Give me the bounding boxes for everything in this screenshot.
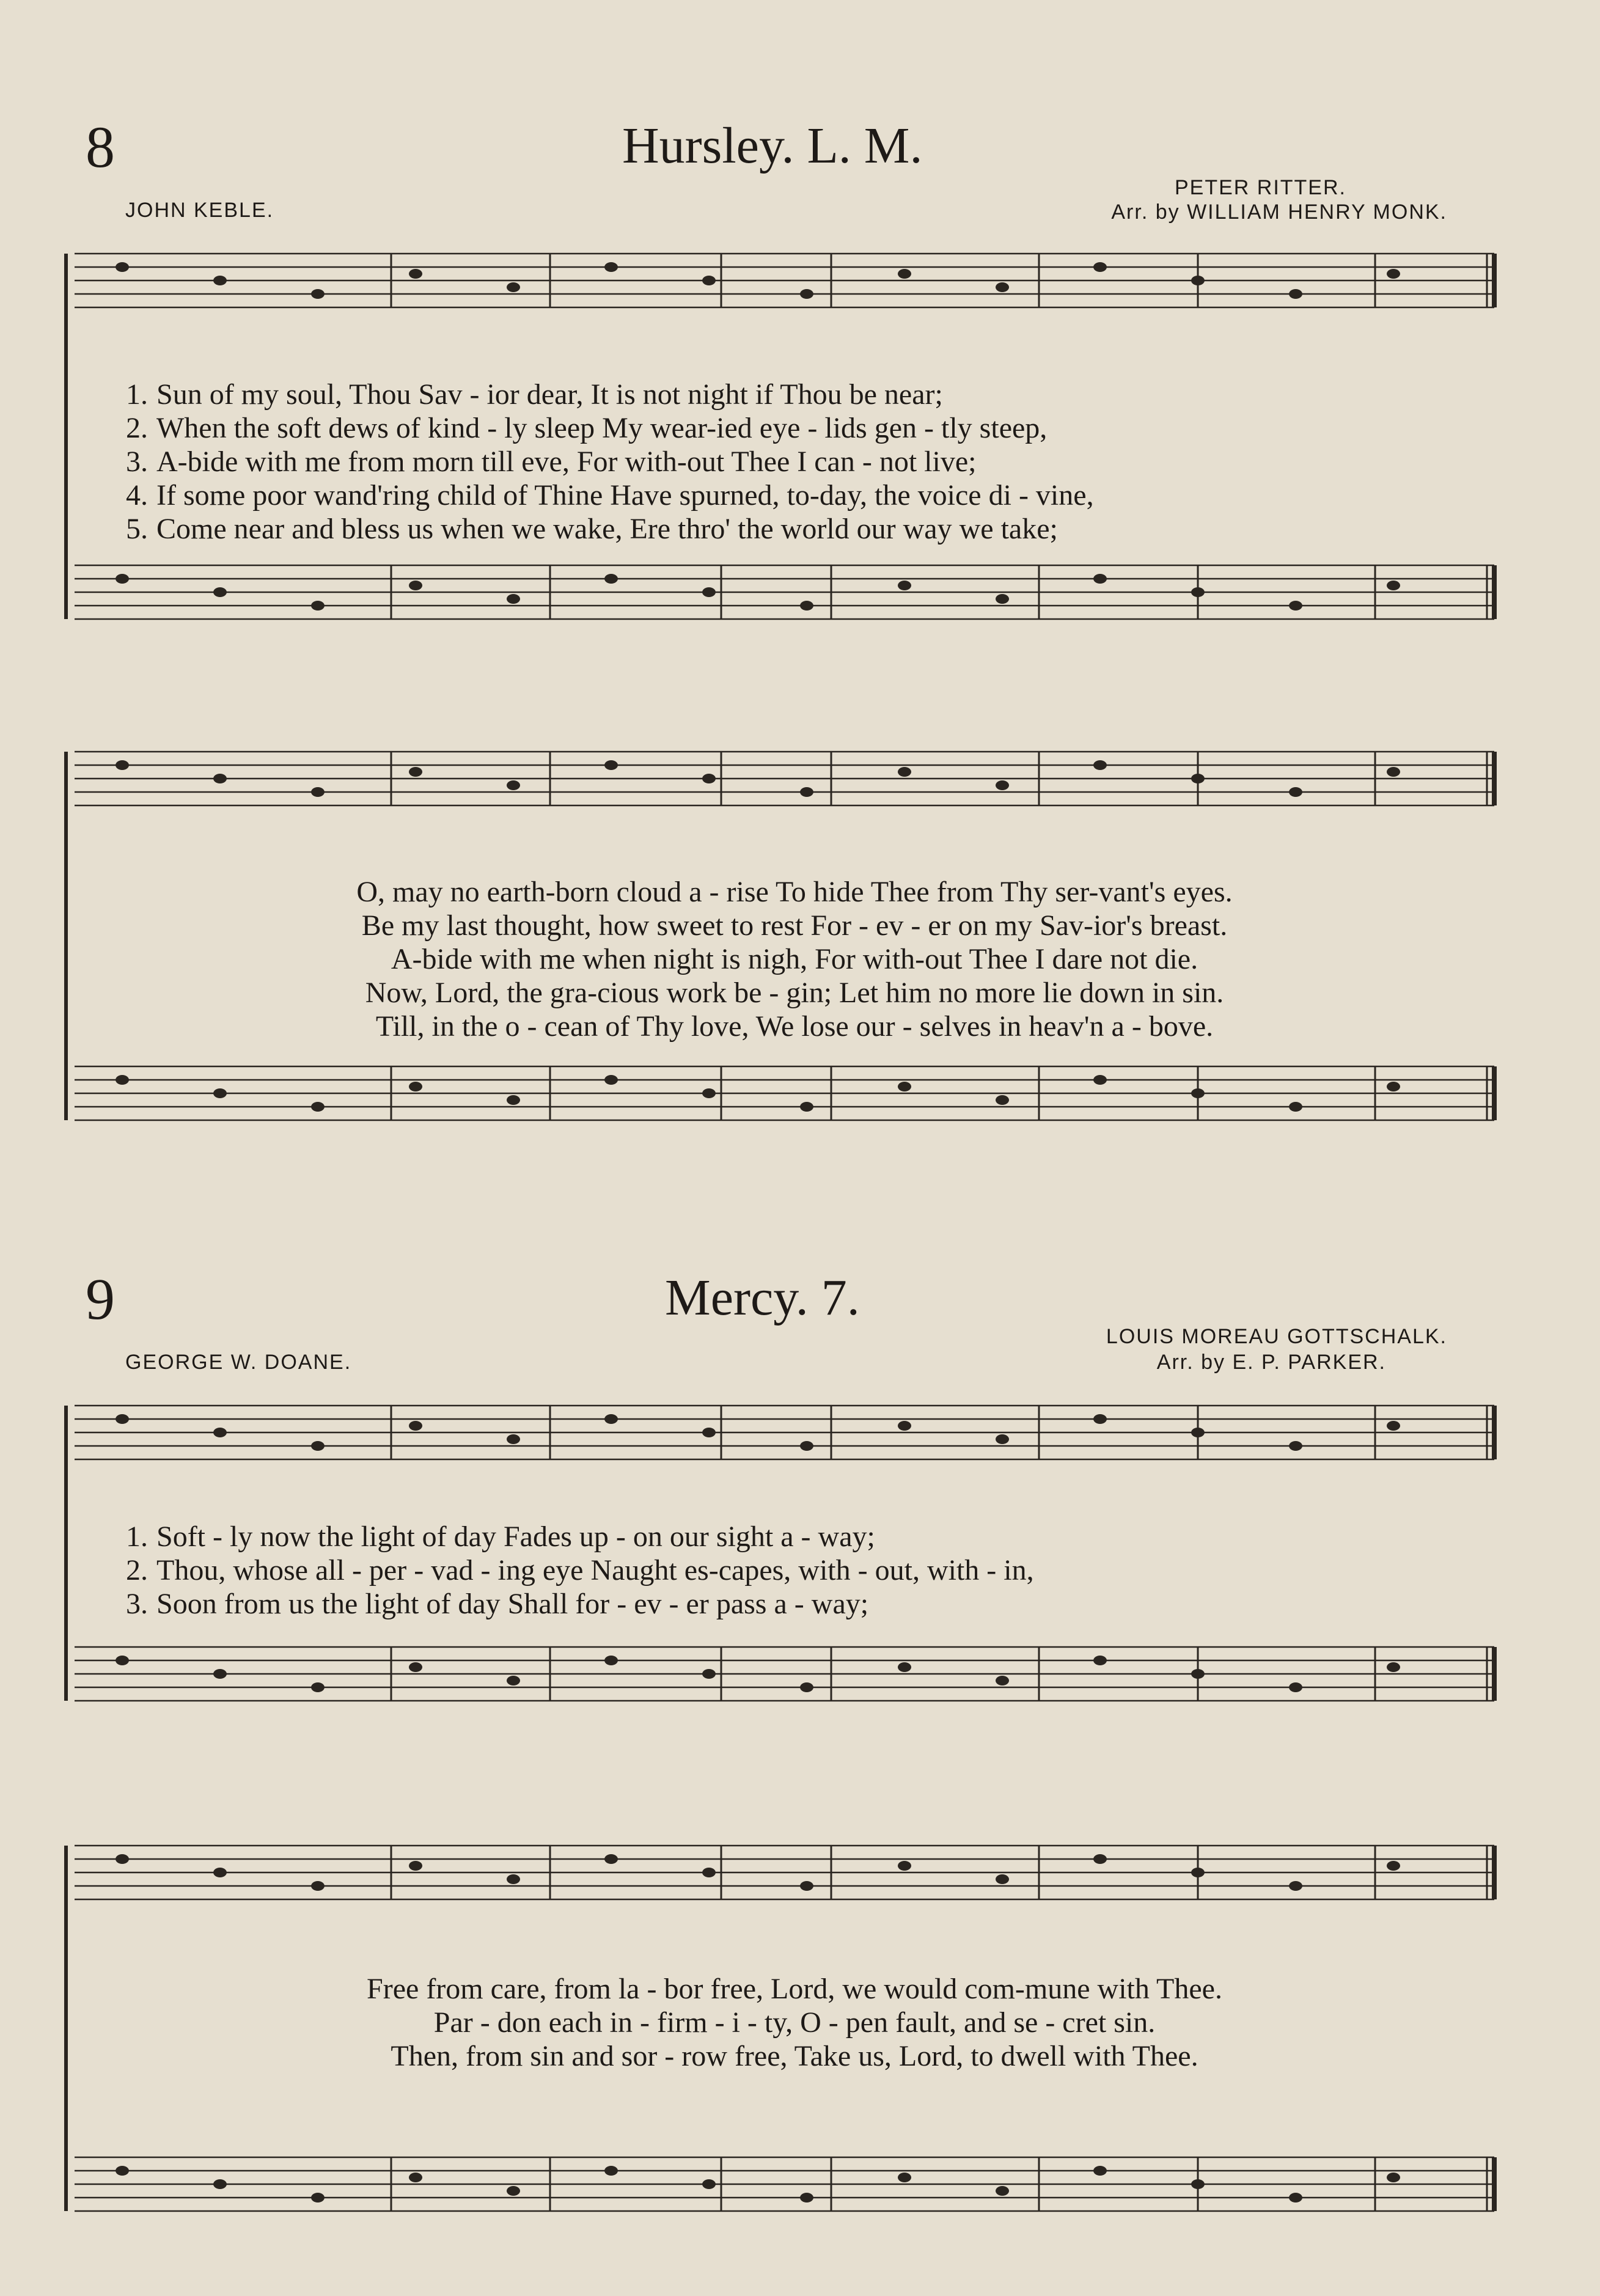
note-head — [1093, 1414, 1107, 1424]
hymn-8-verses-part-1 — [110, 378, 1479, 546]
verse-line: Now, Lord, the gra-cious work be - gin; Let him no more lie down in sin. — [365, 977, 1224, 1009]
note-head — [1387, 269, 1400, 279]
note-head — [311, 1102, 325, 1112]
note-head — [702, 2179, 716, 2189]
note-head — [1387, 581, 1400, 590]
note-head — [604, 760, 618, 770]
note-head — [1387, 2173, 1400, 2182]
hymn-8-treble-staff-1 — [75, 254, 1494, 307]
note-head — [1289, 1441, 1302, 1451]
verse-line: Till, in the o - cean of Thy love, We lose our - selves in heav'n a - bove. — [375, 1010, 1214, 1043]
note-head — [311, 2193, 325, 2202]
hymn-8-bass-staff-1 — [75, 565, 1494, 619]
note-head — [213, 1428, 227, 1437]
note-head — [116, 1854, 129, 1864]
note-head — [1191, 276, 1205, 285]
note-head — [311, 601, 325, 611]
note-head — [702, 774, 716, 783]
verse-line: O, may no earth-born cloud a - rise To hide Thee from Thy ser-vant's eyes. — [356, 876, 1233, 908]
note-head — [507, 780, 520, 790]
note-head — [996, 1434, 1009, 1444]
note-head — [1093, 262, 1107, 272]
note-head — [311, 1682, 325, 1692]
note-head — [409, 767, 422, 777]
hymn-8-composer: PETER RITTER. — [1174, 176, 1346, 199]
note-head — [507, 594, 520, 604]
hymn-8-arranger: Arr. by WILLIAM HENRY MONK. — [1111, 200, 1447, 224]
note-head — [1387, 1662, 1400, 1672]
note-head — [800, 601, 813, 611]
note-head — [311, 289, 325, 299]
note-head — [116, 1414, 129, 1424]
verse-line: 1. Sun of my soul, Thou Sav - ior dear, It is not night if Thou be near; — [126, 378, 943, 411]
note-head — [800, 1102, 813, 1112]
note-head — [996, 1095, 1009, 1105]
note-head — [1387, 767, 1400, 777]
note-head — [996, 1874, 1009, 1884]
verse-line: 2. When the soft dews of kind - ly sleep My wear-ied eye - lids gen - tly steep, — [126, 412, 1048, 444]
verse-line: Free from care, from la - bor free, Lord, we would com-mune with Thee. — [367, 1973, 1222, 2005]
note-head — [1289, 1881, 1302, 1891]
note-head — [898, 269, 911, 279]
note-head — [507, 1874, 520, 1884]
hymn-9-composer: LOUIS MOREAU GOTTSCHALK. — [1106, 1325, 1447, 1348]
note-head — [1289, 787, 1302, 797]
staff — [75, 1846, 1494, 1899]
note-head — [800, 1881, 813, 1891]
verse-line: 3. A-bide with me from morn till eve, For with-out Thee I can - not live; — [126, 446, 977, 478]
note-head — [116, 574, 129, 584]
staff — [75, 1066, 1494, 1120]
verse-line: A-bide with me when night is nigh, For with-out Thee I dare not die. — [391, 943, 1198, 975]
hymn-8-number: 8 — [86, 114, 115, 180]
hymn-8-title: Hursley. L. M. — [622, 117, 923, 174]
note-head — [996, 282, 1009, 292]
note-head — [409, 269, 422, 279]
note-head — [1191, 587, 1205, 597]
note-head — [507, 2186, 520, 2196]
note-head — [898, 767, 911, 777]
hymn-9-number: 9 — [86, 1266, 115, 1332]
note-head — [213, 1868, 227, 1877]
hymn-8-author: JOHN KEBLE. — [125, 199, 274, 222]
note-head — [507, 1676, 520, 1685]
note-head — [800, 1441, 813, 1451]
note-head — [1387, 1421, 1400, 1431]
staff — [75, 2157, 1494, 2211]
note-head — [116, 1075, 129, 1085]
note-head — [898, 1082, 911, 1091]
verse-line: Par - don each in - firm - i - ty, O - pen fault, and se - cret sin. — [433, 2006, 1156, 2039]
note-head — [1289, 2193, 1302, 2202]
note-head — [604, 1854, 618, 1864]
note-head — [1191, 1669, 1205, 1679]
hymn-9-author: GEORGE W. DOANE. — [125, 1351, 352, 1374]
note-head — [311, 1881, 325, 1891]
note-head — [409, 1662, 422, 1672]
note-head — [1191, 1428, 1205, 1437]
note-head — [800, 2193, 813, 2202]
note-head — [702, 1088, 716, 1098]
note-head — [1191, 1088, 1205, 1098]
staff — [75, 752, 1494, 805]
note-head — [1289, 601, 1302, 611]
note-head — [507, 1095, 520, 1105]
verse-line: 1. Soft - ly now the light of day Fades up - on our sight a - way; — [126, 1520, 875, 1553]
note-head — [213, 774, 227, 783]
verse-line: Be my last thought, how sweet to rest For - ev - er on my Sav-ior's breast. — [361, 909, 1228, 942]
note-head — [409, 1082, 422, 1091]
note-head — [702, 1428, 716, 1437]
note-head — [311, 1441, 325, 1451]
note-head — [1289, 1102, 1302, 1112]
note-head — [1191, 774, 1205, 783]
note-head — [1093, 1854, 1107, 1864]
hymn-9-arranger: Arr. by E. P. PARKER. — [1156, 1351, 1386, 1374]
verse-line: Then, from sin and sor - row free, Take us, Lord, to dwell with Thee. — [391, 2040, 1198, 2072]
note-head — [311, 787, 325, 797]
note-head — [213, 587, 227, 597]
note-head — [604, 1414, 618, 1424]
note-head — [1093, 1656, 1107, 1665]
note-head — [1093, 574, 1107, 584]
note-head — [604, 2166, 618, 2176]
note-head — [996, 780, 1009, 790]
note-head — [1387, 1082, 1400, 1091]
note-head — [409, 581, 422, 590]
note-head — [213, 1669, 227, 1679]
verse-line: 2. Thou, whose all - per - vad - ing eye Naught es-capes, with - out, with - in, — [126, 1554, 1034, 1586]
note-head — [1289, 289, 1302, 299]
hymn-8-verses-part-2 — [110, 875, 1479, 1043]
note-head — [604, 262, 618, 272]
note-head — [604, 1075, 618, 1085]
hymn-9-title: Mercy. 7. — [665, 1269, 860, 1326]
note-head — [702, 276, 716, 285]
note-head — [996, 1676, 1009, 1685]
note-head — [898, 581, 911, 590]
staff — [75, 1406, 1494, 1459]
note-head — [116, 2166, 129, 2176]
note-head — [1191, 2179, 1205, 2189]
note-head — [213, 1088, 227, 1098]
note-head — [898, 1662, 911, 1672]
note-head — [116, 760, 129, 770]
note-head — [996, 2186, 1009, 2196]
note-head — [116, 1656, 129, 1665]
note-head — [213, 2179, 227, 2189]
note-head — [116, 262, 129, 272]
note-head — [507, 282, 520, 292]
note-head — [702, 1669, 716, 1679]
note-head — [213, 276, 227, 285]
note-head — [604, 1656, 618, 1665]
staff — [75, 1647, 1494, 1701]
note-head — [800, 1682, 813, 1692]
note-head — [1387, 1861, 1400, 1871]
note-head — [604, 574, 618, 584]
note-head — [898, 1421, 911, 1431]
note-head — [1289, 1682, 1302, 1692]
note-head — [1093, 1075, 1107, 1085]
note-head — [1093, 2166, 1107, 2176]
verse-line: 4. If some poor wand'ring child of Thine Have spurned, to-day, the voice di - vine, — [126, 479, 1094, 512]
verse-line: 5. Come near and bless us when we wake, Ere thro' the world our way we take; — [126, 513, 1058, 545]
note-head — [996, 594, 1009, 604]
note-head — [507, 1434, 520, 1444]
verse-line: 3. Soon from us the light of day Shall for - ev - er pass a - way; — [126, 1588, 869, 1620]
hymn-9-verses-part-1 — [110, 1520, 1479, 1621]
note-head — [409, 1421, 422, 1431]
note-head — [702, 587, 716, 597]
note-head — [800, 289, 813, 299]
note-head — [409, 1861, 422, 1871]
note-head — [898, 1861, 911, 1871]
note-head — [409, 2173, 422, 2182]
hymn-9-verses-part-2 — [110, 1972, 1479, 2073]
note-head — [1191, 1868, 1205, 1877]
note-head — [1093, 760, 1107, 770]
note-head — [702, 1868, 716, 1877]
note-head — [898, 2173, 911, 2182]
note-head — [800, 787, 813, 797]
